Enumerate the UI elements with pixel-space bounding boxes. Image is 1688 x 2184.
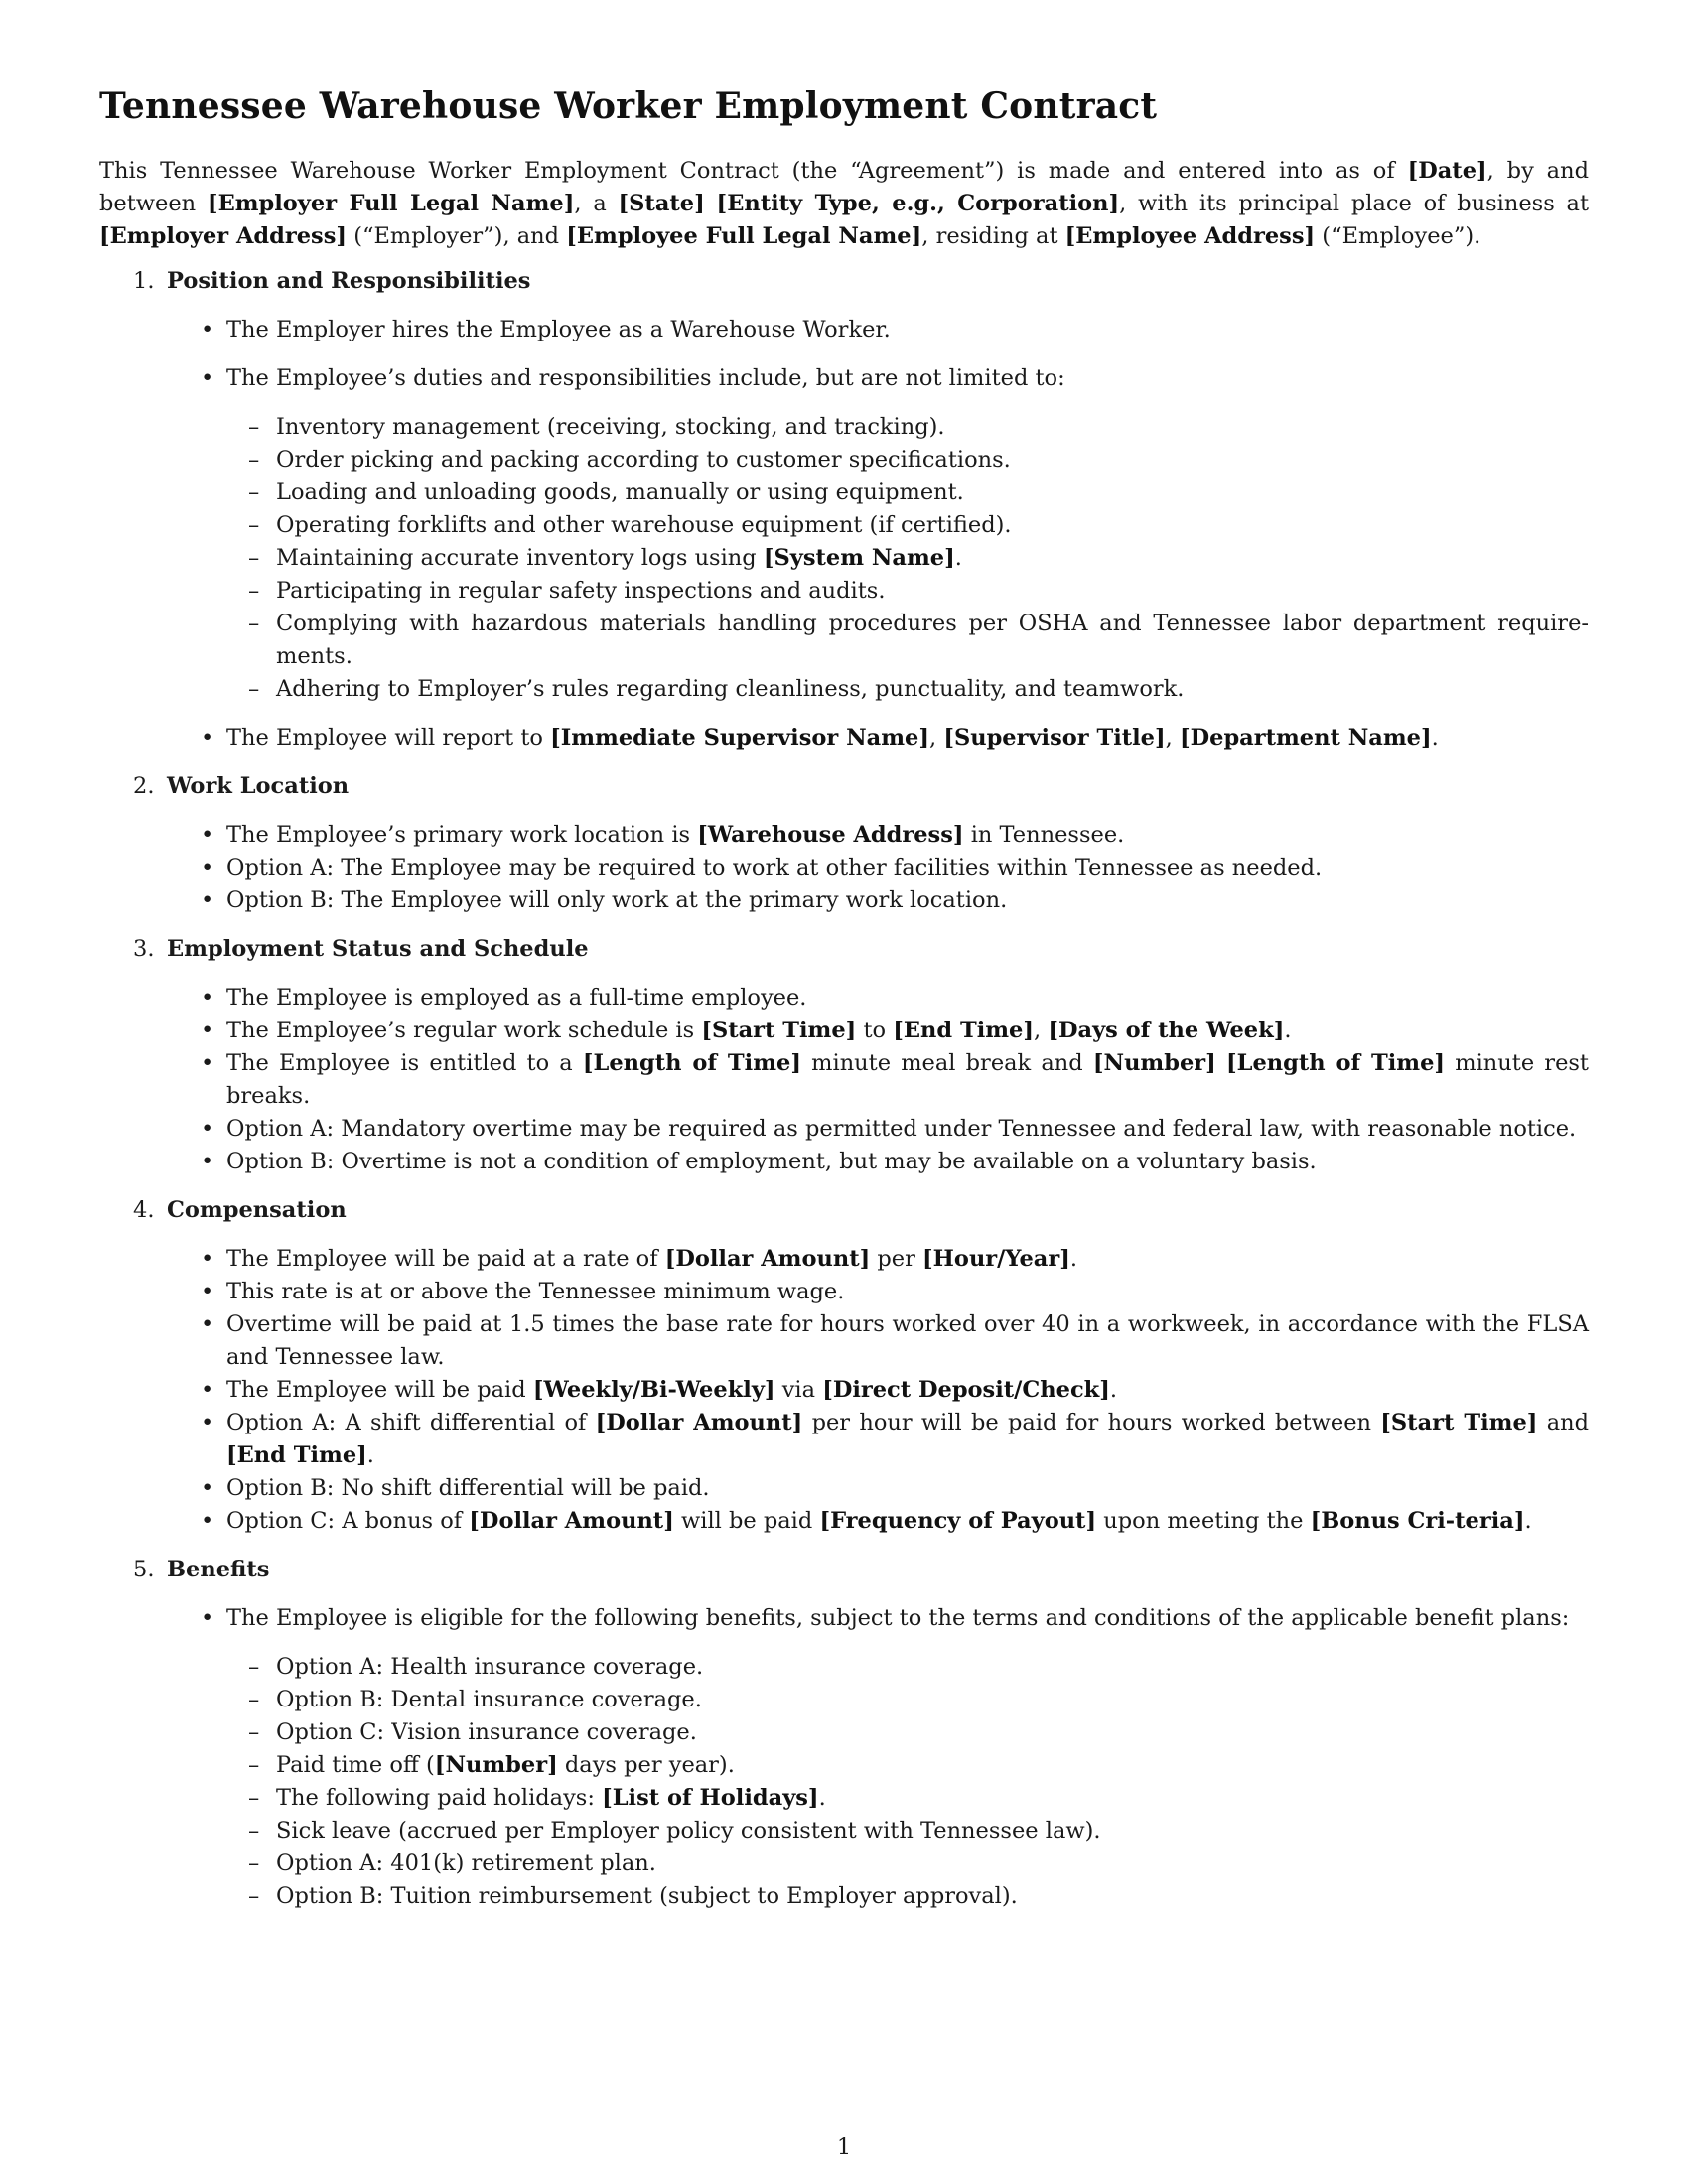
text-run: The Employee will be paid (226, 1377, 533, 1403)
bullet-text (226, 1246, 1077, 1272)
text-run: The Employer hires the Employee as a Warehouse Worker. (226, 317, 891, 342)
text-run: via (774, 1377, 823, 1403)
placeholder-field: [System Name] (763, 545, 955, 571)
text-run: The Employee will report to (226, 725, 551, 751)
placeholder-field: [Employee Address] (1064, 223, 1316, 249)
bullet-text (226, 1050, 1589, 1109)
text-run: Order picking and packing according to customer specifications. (276, 447, 1011, 473)
section-4 (167, 1194, 1589, 1538)
sub-list (226, 411, 1589, 706)
placeholder-field: [Start Time] (701, 1018, 857, 1043)
sub-item (276, 542, 1589, 575)
bullet-item (226, 362, 1589, 706)
sub-item (276, 1716, 1589, 1749)
text-run: , a (574, 191, 619, 216)
placeholder-field: [Frequency of Payout] (819, 1508, 1097, 1534)
text-run: (“Employer”), and (347, 223, 567, 249)
text-run: minute meal break and (800, 1050, 1093, 1076)
text-run: The Employee’s regular work schedule is (226, 1018, 702, 1043)
text-run: Option B: No shift differential will be paid. (226, 1475, 710, 1501)
text-run: , residing at (921, 223, 1065, 249)
text-run: , with its principal place of business at (1119, 191, 1590, 216)
text-run: Option B: The Employee will only work at the primary work location. (226, 887, 1008, 913)
text-run: Complying with hazardous materials handling procedures per OSHA and Tennessee labor department require-ments. (276, 611, 1589, 669)
placeholder-field: [Number] (434, 1752, 558, 1778)
bullet-text (226, 1018, 1292, 1043)
document-title: Tennessee Warehouse Worker Employment Contract (99, 85, 1158, 127)
text-run: minute rest breaks. (226, 1050, 1589, 1109)
section-5 (167, 1554, 1589, 1913)
bullet-text (226, 1311, 1589, 1370)
section-bullet-list (167, 1243, 1589, 1538)
sub-item (276, 1651, 1589, 1684)
text-run: (“Employee”). (1315, 223, 1481, 249)
text-run: Option C: Vision insurance coverage. (276, 1719, 697, 1745)
placeholder-field: [Number] (1092, 1050, 1216, 1076)
sub-item (276, 444, 1589, 477)
bullet-item (226, 1015, 1589, 1047)
placeholder-field: [End Time] (226, 1442, 367, 1468)
text-run: . (954, 545, 962, 571)
text-run: This rate is at or above the Tennessee minimum wage. (226, 1279, 845, 1304)
text-run: per hour will be paid for hours worked between (802, 1410, 1381, 1435)
placeholder-field: [Employer Address] (99, 223, 348, 249)
bullet-item (226, 722, 1589, 754)
sub-item (276, 1880, 1589, 1913)
text-run: Option A: The Employee may be required to work at other facilities within Tennessee as needed. (226, 855, 1323, 881)
text-run: The Employee’s duties and responsibilities include, but are not limited to: (226, 365, 1065, 391)
text-run: , (1165, 725, 1180, 751)
bullet-text (226, 1605, 1569, 1631)
text-run: Inventory management (receiving, stocking, and tracking). (276, 414, 945, 440)
document-page (99, 85, 1589, 1929)
sub-item (276, 608, 1589, 673)
placeholder-field: [Dollar Amount] (595, 1410, 803, 1435)
bullet-text (226, 317, 891, 342)
text-run: Adhering to Employer’s rules regarding cleanliness, punctuality, and teamwork. (276, 676, 1185, 702)
bullet-text (226, 1279, 844, 1304)
text-run: Option B: Dental insurance coverage. (276, 1687, 702, 1712)
section-bullet-list (167, 314, 1589, 754)
sub-item (276, 1684, 1589, 1716)
text-run: Option A: Health insurance coverage. (276, 1654, 704, 1680)
bullet-text (226, 725, 1439, 751)
bullet-text (226, 1116, 1576, 1142)
text-run: . (1524, 1508, 1532, 1534)
bullet-item (226, 1407, 1589, 1472)
bullet-item (226, 314, 1589, 346)
text-run: Overtime will be paid at 1.5 times the base rate for hours worked over 40 in a workweek, in accordance with the FLSA and Tennessee law. (226, 1311, 1589, 1370)
placeholder-field: [Employer Full Legal Name] (207, 191, 575, 216)
placeholder-field: [Dollar Amount] (664, 1246, 871, 1272)
bullet-item (226, 1113, 1589, 1146)
placeholder-field: [Supervisor Title] (943, 725, 1166, 751)
sub-item (276, 673, 1589, 706)
section-bullet-list (167, 982, 1589, 1178)
placeholder-field: [Entity Type, e.g., Corporation] (716, 191, 1120, 216)
sub-item (276, 1782, 1589, 1815)
sub-item (276, 1847, 1589, 1880)
sub-item (276, 509, 1589, 542)
bullet-item (226, 1047, 1589, 1113)
text-run: Maintaining accurate inventory logs using (276, 545, 764, 571)
text-run: The following paid holidays: (276, 1785, 603, 1811)
bullet-text (226, 985, 806, 1011)
text-run: , (929, 725, 944, 751)
bullet-item (226, 1505, 1589, 1538)
text-run: in Tennessee. (963, 822, 1125, 848)
section-title: Compensation (167, 1197, 347, 1223)
bullet-item (226, 1146, 1589, 1178)
bullet-item (226, 885, 1589, 917)
placeholder-field: [State] (618, 191, 705, 216)
text-run: Option A: A shift differential of (226, 1410, 596, 1435)
text-run: . (1284, 1018, 1292, 1043)
text-run: will be paid (673, 1508, 820, 1534)
text-run: per (870, 1246, 923, 1272)
text-run: The Employee is entitled to a (226, 1050, 583, 1076)
bullet-text (226, 1377, 1117, 1403)
text-run: upon meeting the (1096, 1508, 1311, 1534)
bullet-item (226, 1374, 1589, 1407)
bullet-text (226, 822, 1124, 848)
bullet-text (226, 887, 1007, 913)
section-1 (167, 265, 1589, 754)
text-run: days per year). (557, 1752, 735, 1778)
placeholder-field: [Days of the Week] (1048, 1018, 1285, 1043)
intro-paragraph (99, 155, 1589, 253)
text-run: The Employee is employed as a full-time employee. (226, 985, 807, 1011)
placeholder-field: [Dollar Amount] (469, 1508, 674, 1534)
bullet-text (226, 1410, 1589, 1468)
section-2 (167, 770, 1589, 917)
sub-item (276, 477, 1589, 509)
bullet-item (226, 982, 1589, 1015)
placeholder-field: [Length of Time] (1225, 1050, 1446, 1076)
section-title: Employment Status and Schedule (167, 936, 589, 962)
section-3 (167, 933, 1589, 1178)
section-bullet-list (167, 819, 1589, 917)
sub-list (226, 1651, 1589, 1913)
text-run: to (856, 1018, 894, 1043)
placeholder-field: [Warehouse Address] (697, 822, 964, 848)
bullet-item (226, 852, 1589, 885)
text-run: This Tennessee Warehouse Worker Employment Contract (the “Agreement”) is made and entered into as of (99, 158, 1408, 184)
text-run: Paid time off ( (276, 1752, 435, 1778)
bullet-text (226, 1149, 1317, 1174)
bullet-text (226, 1508, 1532, 1534)
text-run: Operating forklifts and other warehouse equipment (if certified). (276, 512, 1012, 538)
bullet-item (226, 1602, 1589, 1913)
sub-item (276, 411, 1589, 444)
bullet-item (226, 819, 1589, 852)
sub-item (276, 1815, 1589, 1847)
placeholder-field: [End Time] (893, 1018, 1035, 1043)
bullet-item (226, 1308, 1589, 1374)
sub-item (276, 575, 1589, 608)
bullet-item (226, 1243, 1589, 1276)
placeholder-field: [Date] (1407, 158, 1487, 184)
placeholder-field: [Hour/Year] (922, 1246, 1070, 1272)
text-run: Option B: Tuition reimbursement (subject to Employer approval). (276, 1883, 1018, 1909)
placeholder-field: [Immediate Supervisor Name] (550, 725, 929, 751)
text-run: Option C: A bonus of (226, 1508, 470, 1534)
text-run: Sick leave (accrued per Employer policy consistent with Tennessee law). (276, 1818, 1101, 1843)
bullet-text (226, 855, 1322, 881)
section-bullet-list (167, 1602, 1589, 1913)
text-run: Option A: 401(k) retirement plan. (276, 1850, 656, 1876)
text-run: Loading and unloading goods, manually or using equipment. (276, 479, 964, 505)
text-run: The Employee’s primary work location is (226, 822, 698, 848)
text-run: Option A: Mandatory overtime may be required as permitted under Tennessee and federal law, with reasonable notice. (226, 1116, 1577, 1142)
placeholder-field: [Department Name] (1179, 725, 1432, 751)
placeholder-field: [Bonus Cri-teria] (1310, 1508, 1525, 1534)
placeholder-field: [Employee Full Legal Name] (566, 223, 922, 249)
bullet-text (226, 365, 1065, 391)
section-title: Position and Responsibilities (167, 268, 531, 294)
text-run: , by and between (99, 158, 1589, 216)
text-run: , (1034, 1018, 1049, 1043)
text-run (705, 191, 717, 216)
text-run: Option B: Overtime is not a condition of employment, but may be available on a voluntary basis. (226, 1149, 1317, 1174)
placeholder-field: [Weekly/Bi-Weekly] (532, 1377, 775, 1403)
text-run: and (1537, 1410, 1590, 1435)
section-title: Benefits (167, 1557, 270, 1582)
placeholder-field: [Direct Deposit/Check] (822, 1377, 1110, 1403)
section-title: Work Location (167, 773, 350, 799)
placeholder-field: [List of Holidays] (602, 1785, 819, 1811)
contract-sections (99, 265, 1589, 1913)
text-run: . (1069, 1246, 1078, 1272)
text-run (1216, 1050, 1226, 1076)
bullet-item (226, 1276, 1589, 1308)
sub-item (276, 1749, 1589, 1782)
page-number: 1 (836, 2134, 852, 2160)
text-run: . (1431, 725, 1439, 751)
placeholder-field: [Start Time] (1380, 1410, 1538, 1435)
text-run: The Employee will be paid at a rate of (226, 1246, 665, 1272)
text-run: . (366, 1442, 374, 1468)
placeholder-field: [Length of Time] (582, 1050, 801, 1076)
bullet-text (226, 1475, 710, 1501)
text-run: Participating in regular safety inspections and audits. (276, 578, 886, 604)
text-run: The Employee is eligible for the following benefits, subject to the terms and conditions of the applicable benefit plans: (226, 1605, 1570, 1631)
bullet-item (226, 1472, 1589, 1505)
text-run: . (818, 1785, 826, 1811)
text-run: . (1109, 1377, 1118, 1403)
